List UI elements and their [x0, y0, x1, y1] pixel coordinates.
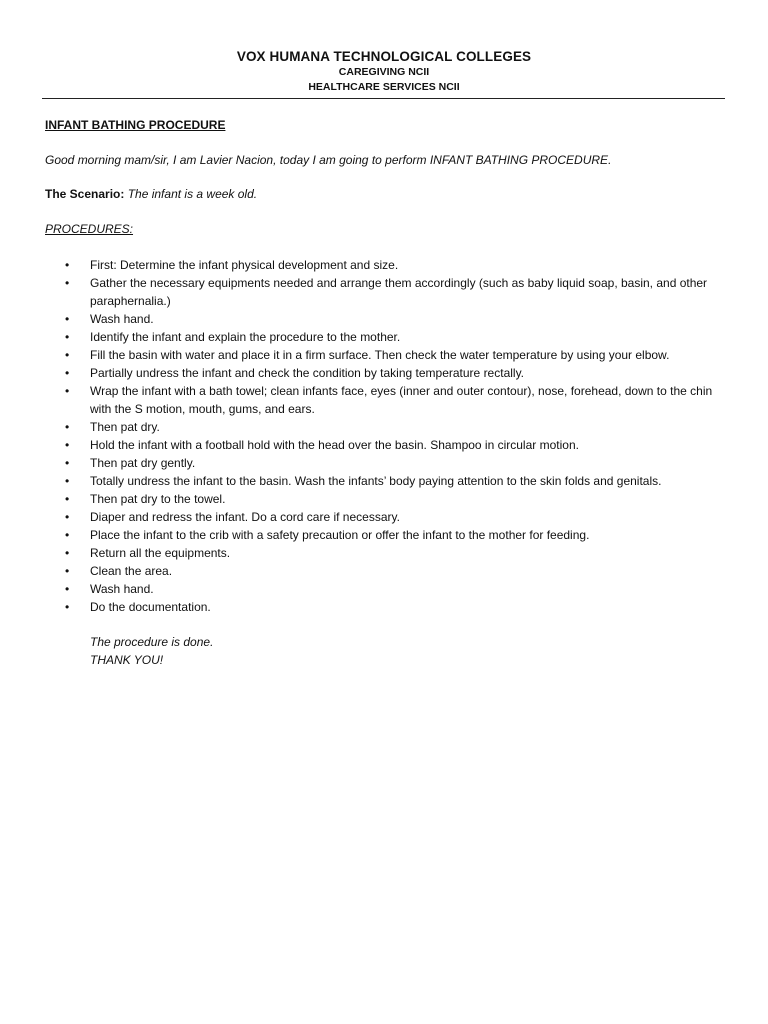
procedure-step-text: Then pat dry to the towel. [90, 492, 226, 506]
bullet-icon: • [65, 492, 70, 506]
bullet-icon: • [65, 312, 70, 326]
procedure-step [62, 580, 722, 598]
procedure-step-text: Wash hand. [90, 312, 154, 326]
bullet-icon: • [65, 438, 70, 452]
school-name: VOX HUMANA TECHNOLOGICAL COLLEGES [236, 49, 532, 64]
procedure-step [62, 436, 722, 454]
procedure-steps-list [62, 256, 722, 616]
procedure-step [62, 490, 722, 508]
bullet-icon: • [65, 456, 70, 470]
scenario-line [45, 186, 257, 202]
document-title: INFANT BATHING PROCEDURE [45, 118, 226, 132]
procedure-step-text: Gather the necessary equipments needed and arrange them accordingly (such as baby liquid soap, basin, and other paraphernalia.) [90, 276, 708, 308]
scenario-label: The Scenario: [45, 187, 125, 201]
bullet-icon: • [65, 474, 70, 488]
closing-thanks-text: THANK YOU! [90, 653, 164, 667]
procedure-step [62, 562, 722, 580]
header-divider [42, 98, 725, 99]
procedure-step-text: Identify the infant and explain the procedure to the mother. [90, 330, 401, 344]
procedure-step [62, 472, 722, 490]
procedure-step-text: Return all the equipments. [90, 546, 231, 560]
procedure-step-text: Place the infant to the crib with a safety precaution or offer the infant to the mother for feeding. [90, 528, 590, 542]
procedure-step-text: Wash hand. [90, 582, 154, 596]
procedure-step-text: Totally undress the infant to the basin. Wash the infants’ body paying attention to the skin folds and genitals. [90, 474, 662, 488]
bullet-icon: • [65, 276, 70, 290]
scenario-text: The infant is a week old. [127, 187, 258, 201]
bullet-icon: • [65, 366, 70, 380]
bullet-icon: • [65, 330, 70, 344]
procedure-step-text: Then pat dry gently. [90, 456, 196, 470]
procedure-step-text: Then pat dry. [90, 420, 160, 434]
procedure-step [62, 508, 722, 526]
procedure-step [62, 598, 722, 616]
procedure-step-text: Clean the area. [90, 564, 173, 578]
procedure-step-text: Do the documentation. [90, 600, 211, 614]
bullet-icon: • [65, 348, 70, 362]
document-header [0, 48, 768, 95]
procedure-step [62, 364, 722, 382]
bullet-icon: • [65, 546, 70, 560]
procedure-step-text: Diaper and redress the infant. Do a cord care if necessary. [90, 510, 400, 524]
bullet-icon: • [65, 564, 70, 578]
procedure-step [62, 418, 722, 436]
bullet-icon: • [65, 528, 70, 542]
procedure-step [62, 382, 722, 418]
procedure-step [62, 526, 722, 544]
procedure-step-text: Partially undress the infant and check the condition by taking temperature rectally. [90, 366, 525, 380]
procedure-step [62, 256, 722, 274]
procedure-step [62, 454, 722, 472]
procedure-step-text: Hold the infant with a football hold with the head over the basin. Shampoo in circular motion. [90, 438, 579, 452]
bullet-icon: • [65, 258, 70, 272]
procedure-step [62, 274, 722, 310]
procedure-step [62, 310, 722, 328]
bullet-icon: • [65, 600, 70, 614]
program-caregiving: CAREGIVING NCII [338, 66, 430, 78]
procedure-step-text: Fill the basin with water and place it in a firm surface. Then check the water temperature by using your elbow. [90, 348, 670, 362]
procedure-step [62, 328, 722, 346]
program-healthcare: HEALTHCARE SERVICES NCII [308, 81, 460, 93]
closing-done-text: The procedure is done. [90, 635, 214, 649]
procedure-step [62, 346, 722, 364]
procedure-step [62, 544, 722, 562]
procedures-heading: PROCEDURES: [45, 222, 134, 236]
bullet-icon: • [65, 384, 70, 398]
procedure-step-text: Wrap the infant with a bath towel; clean infants face, eyes (inner and outer contour), nose, forehead, down to the chin with the S motion, mouth, gums, and ears. [90, 384, 713, 416]
bullet-icon: • [65, 510, 70, 524]
closing-block [90, 633, 213, 669]
greeting-text: Good morning mam/sir, I am Lavier Nacion, today I am going to perform INFANT BATHING PROCEDURE. [45, 153, 612, 167]
bullet-icon: • [65, 420, 70, 434]
procedure-step-text: First: Determine the infant physical development and size. [90, 258, 399, 272]
bullet-icon: • [65, 582, 70, 596]
